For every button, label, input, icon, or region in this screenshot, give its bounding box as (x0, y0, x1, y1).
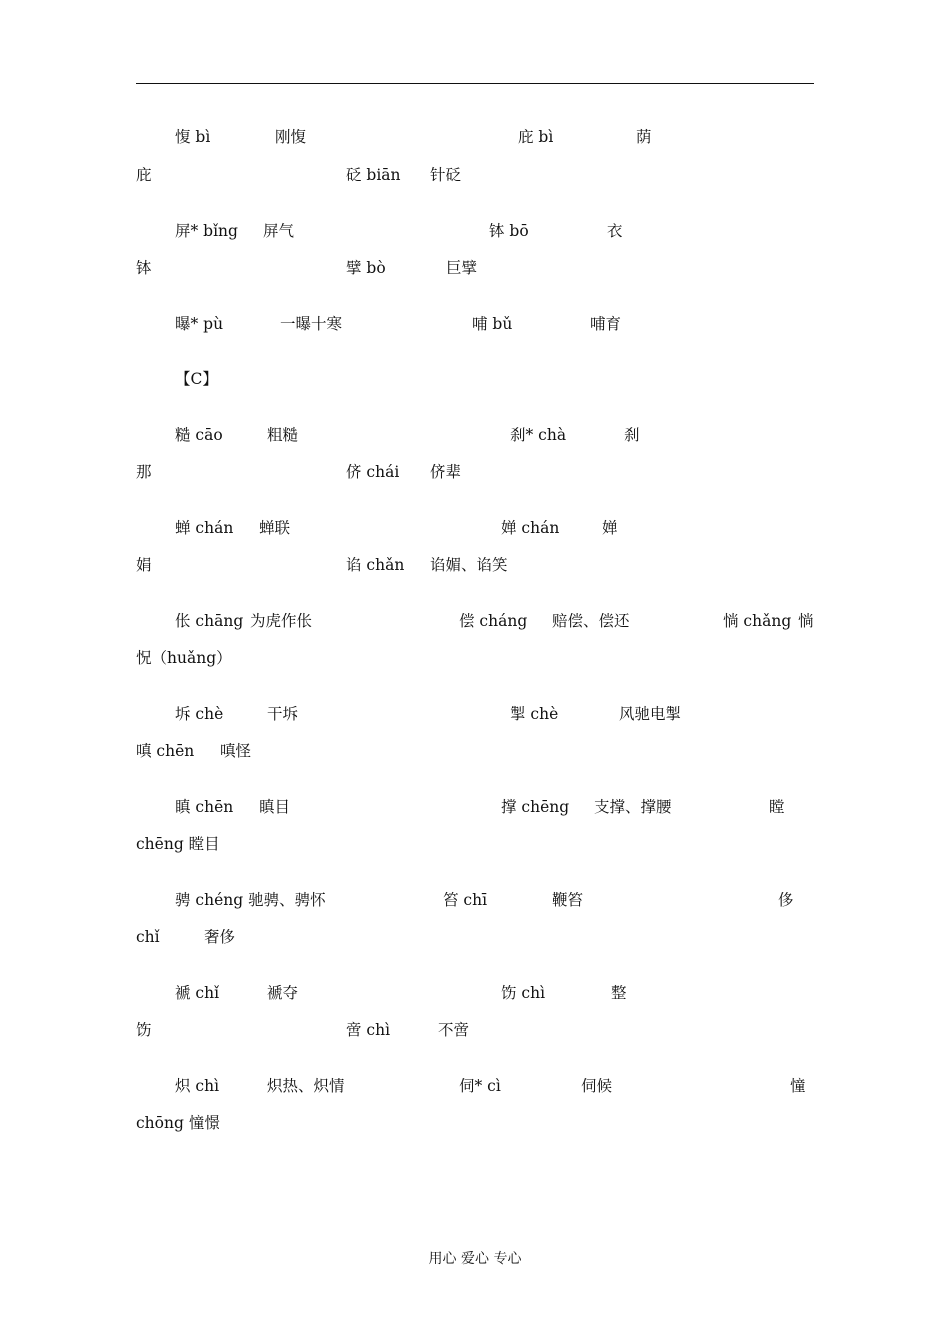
entry-text: 怳（huǎng） (136, 649, 232, 667)
entry-text: 钵 (136, 259, 152, 277)
entry-text: 蝉 chán (175, 519, 234, 537)
entry-text: 婵 (602, 519, 618, 537)
entry-text: 擘 bò (346, 259, 386, 277)
entry-text: 伥 chāng (175, 612, 244, 630)
header-rule (136, 83, 814, 84)
entry-text: 奢侈 (204, 928, 236, 946)
entry-text: 侪 chái (346, 463, 400, 481)
entry-text: 掣 chè (510, 705, 559, 723)
entry-text: 衣 (607, 222, 623, 240)
entry-text: 一曝十寒 (280, 315, 343, 333)
entry-text: 惝 chǎng (723, 612, 792, 630)
entry-text: 蝉联 (259, 519, 291, 537)
entry-text: 饬 chì (501, 984, 546, 1002)
entry-text: 粗糙 (267, 426, 299, 444)
entry-text: 伺候 (581, 1077, 613, 1095)
entry-text: 巨擘 (446, 259, 478, 277)
entry-text: 糙 cāo (175, 426, 223, 444)
entry-text: chēng 瞠目 (136, 835, 220, 853)
entry-text: 憧 (790, 1077, 806, 1095)
entry-text: 褫夺 (267, 984, 299, 1002)
entry-text: 惝 (798, 612, 814, 630)
entry-text: 刹 (624, 426, 640, 444)
entry-text: 庇 (136, 166, 152, 184)
entry-text: 谄媚、谄笑 (430, 556, 508, 574)
entry-text: 谄 chǎn (346, 556, 405, 574)
entry-text: 庇 bì (518, 128, 554, 146)
entry-text: 瞋目 (259, 798, 291, 816)
entry-text: 瞋 chēn (175, 798, 234, 816)
entry-text: 嗔怪 (220, 742, 252, 760)
entry-text: 啻 chì (346, 1021, 391, 1039)
entry-text: chōng 憧憬 (136, 1114, 220, 1132)
entry-text: 不啻 (438, 1021, 470, 1039)
entry-text: 瞠 (769, 798, 785, 816)
entry-text: 那 (136, 463, 152, 481)
entry-text: 支撑、撑腰 (594, 798, 672, 816)
entry-text: 曝* pù (175, 315, 224, 333)
page-footer: 用心 爱心 专心 (428, 1251, 522, 1267)
entry-text: 屏气 (263, 222, 295, 240)
entry-text: 屏* bǐng (175, 222, 238, 240)
entry-text: 风驰电掣 (619, 705, 682, 723)
entry-text: 针砭 (430, 166, 462, 184)
entry-text: 坼 chè (175, 705, 224, 723)
entry-text: 哺 bǔ (472, 315, 513, 333)
entry-text: chǐ (136, 928, 160, 946)
entry-text: 娟 (136, 556, 152, 574)
entry-text: 钵 bō (489, 222, 529, 240)
entry-text: 哺育 (590, 315, 622, 333)
entry-text: 为虎作伥 (250, 612, 313, 630)
entry-text: 侈 (778, 891, 794, 909)
entry-text: 侪辈 (430, 463, 462, 481)
entry-text: 整 (611, 984, 627, 1002)
entry-text: 炽热、炽情 (267, 1077, 345, 1095)
entry-text: 饬 (136, 1021, 152, 1039)
entry-text: 刚愎 (275, 128, 307, 146)
entry-text: 鞭笞 (552, 891, 584, 909)
entry-text: 笞 chī (443, 891, 488, 909)
entry-text: 婵 chán (501, 519, 560, 537)
entry-text: 荫 (636, 128, 652, 146)
entry-text: 炽 chì (175, 1077, 220, 1095)
entry-text: 伺* cì (459, 1077, 501, 1095)
entry-text: 砭 biān (346, 166, 401, 184)
entry-text: 干坼 (267, 705, 299, 723)
entry-text: 骋 chéng 驰骋、骋怀 (175, 891, 326, 909)
entry-text: 褫 chǐ (175, 984, 220, 1002)
entry-text: 刹* chà (510, 426, 567, 444)
entry-text: 嗔 chēn (136, 742, 195, 760)
entry-text: 撑 chēng (501, 798, 570, 816)
entry-text: 赔偿、偿还 (552, 612, 630, 630)
entry-text: 愎 bì (175, 128, 211, 146)
entry-text: 偿 cháng (459, 612, 528, 630)
entry-text: 【C】 (175, 370, 218, 388)
